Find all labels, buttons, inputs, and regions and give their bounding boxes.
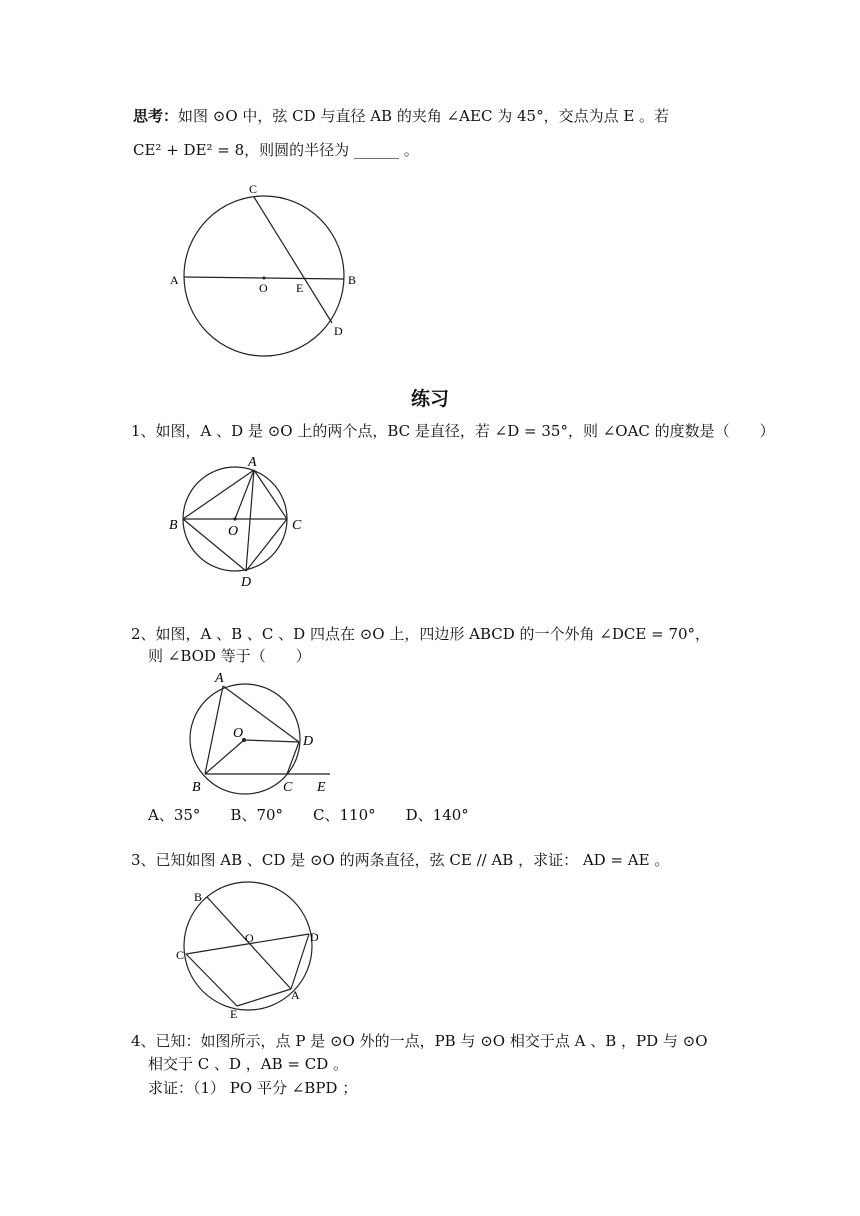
q1-figure [165, 452, 315, 592]
q2-line-1: 2、如图，A 、B 、C 、D 四点在 ⊙O 上，四边形 ABCD 的一个外角 ∠DCE = 70°， [131, 625, 711, 643]
think-line-2: CE² + DE² = 8，则圆的半径为 ______ 。 [133, 141, 419, 159]
q3-label-b: B [194, 890, 203, 904]
think-label-a: A [170, 273, 179, 287]
q2-label-a: A [215, 671, 224, 686]
think-label-d: D [334, 324, 343, 338]
q2-line-2: 则 ∠BOD 等于（ ） [148, 647, 311, 665]
q2-label-o: O [233, 726, 244, 741]
think-label-e: E [296, 281, 304, 295]
q2-label-c: C [283, 780, 293, 795]
think-line-1 [133, 106, 669, 126]
think-text-1: 如图 ⊙O 中，弦 CD 与直径 AB 的夹角 ∠AEC 为 45°，交点为点 E 。若 [178, 107, 670, 125]
q3-figure [170, 884, 330, 1024]
q2-label-d: D [303, 734, 314, 749]
think-label-c: C [249, 182, 258, 196]
q3-label-c: C [176, 948, 185, 962]
think-figure [160, 180, 370, 365]
q3-label-d: D [310, 930, 319, 944]
think-label-b: B [348, 273, 357, 287]
q4-line-1: 4、已知：如图所示，点 P 是 ⊙O 外的一点，PB 与 ⊙O 相交于点 A 、B ，PD 与 ⊙O [131, 1032, 708, 1050]
q2-label-e: E [317, 780, 326, 795]
q1-label-b: B [169, 518, 178, 533]
q3-label-o: O [245, 931, 254, 945]
q3-label-e: E [230, 1007, 238, 1021]
q3-label-a: A [291, 988, 300, 1002]
q1-label-c: C [292, 518, 302, 533]
q2-options: A、35° B、70° C、110° D、140° [148, 806, 469, 824]
q1-text: 1、如图，A 、D 是 ⊙O 上的两个点，BC 是直径，若 ∠D = 35°，则 ∠OAC 的度数是（ ） [131, 422, 775, 440]
q4-line-3: 求证：（1） PO 平分 ∠BPD ； [148, 1079, 358, 1097]
q1-label-o: O [228, 524, 239, 539]
think-label: 思考： [133, 107, 179, 125]
q1-label-a: A [248, 455, 257, 470]
q4-line-2: 相交于 C 、D ，AB = CD 。 [148, 1055, 349, 1073]
q2-figure [180, 664, 350, 799]
think-label-o: O [259, 281, 268, 295]
q3-text: 3、已知如图 AB 、CD 是 ⊙O 的两条直径，弦 CE // AB ，求证： AD = AE 。 [131, 851, 670, 869]
practice-title: 练习 [410, 388, 449, 410]
q2-label-b: B [192, 780, 201, 795]
q1-label-d: D [241, 575, 252, 590]
